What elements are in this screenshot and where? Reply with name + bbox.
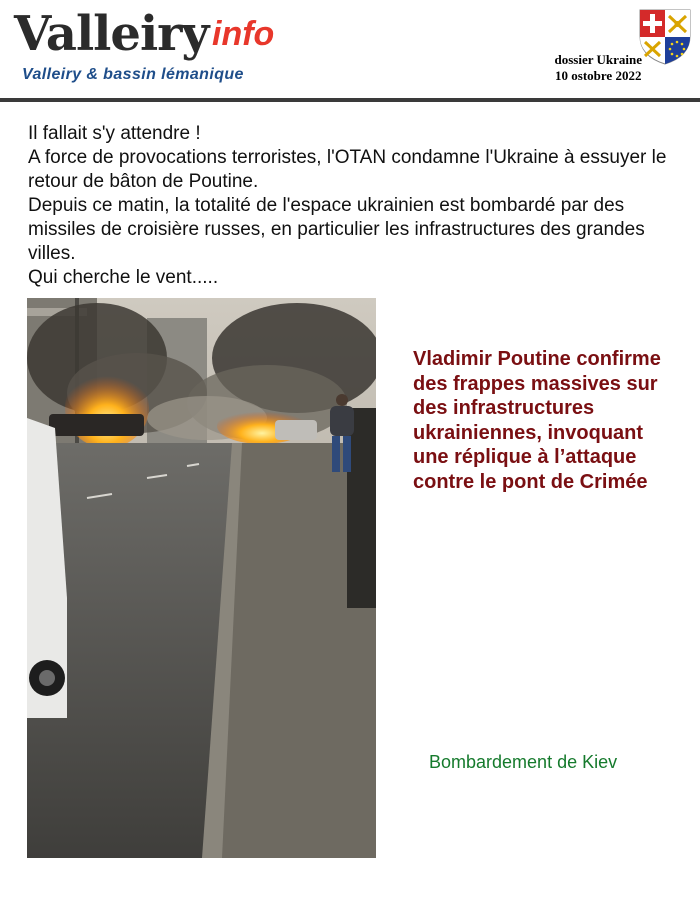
dossier-info bbox=[554, 52, 642, 84]
photo-caption: Bombardement de Kiev bbox=[429, 752, 618, 772]
article-headline: Vladimir Poutine confirme des frappes massives sur des infrastructures ukrainiennes, invoquant une réplique à l’attaque contre le pont de Crimée bbox=[413, 348, 661, 493]
dossier-date: 10 ostobre 2022 bbox=[555, 68, 642, 83]
site-tagline: Valleiry & bassin lémanique bbox=[22, 66, 244, 83]
header-divider bbox=[0, 98, 700, 102]
site-logo-wordmark[interactable]: Valleiry bbox=[14, 6, 209, 62]
savoie-europe-crest-icon bbox=[636, 6, 694, 66]
site-header bbox=[0, 0, 700, 100]
site-logo-accent[interactable]: info bbox=[212, 15, 275, 53]
intro-line: Il fallait s'y attendre ! bbox=[28, 123, 201, 144]
article-intro bbox=[28, 122, 688, 290]
intro-line: Depuis ce matin, la totalité de l'espace ukrainien est bombardé par des missiles de croisière russes, en particulier les infrastructures des grandes villes. bbox=[28, 195, 645, 264]
bombing-photo bbox=[27, 298, 376, 858]
intro-line: Qui cherche le vent..... bbox=[28, 267, 219, 288]
dossier-label: dossier Ukraine bbox=[554, 52, 642, 67]
intro-line: A force de provocations terroristes, l'OTAN condamne l'Ukraine à essuyer le retour de bâton de Poutine. bbox=[28, 147, 667, 192]
